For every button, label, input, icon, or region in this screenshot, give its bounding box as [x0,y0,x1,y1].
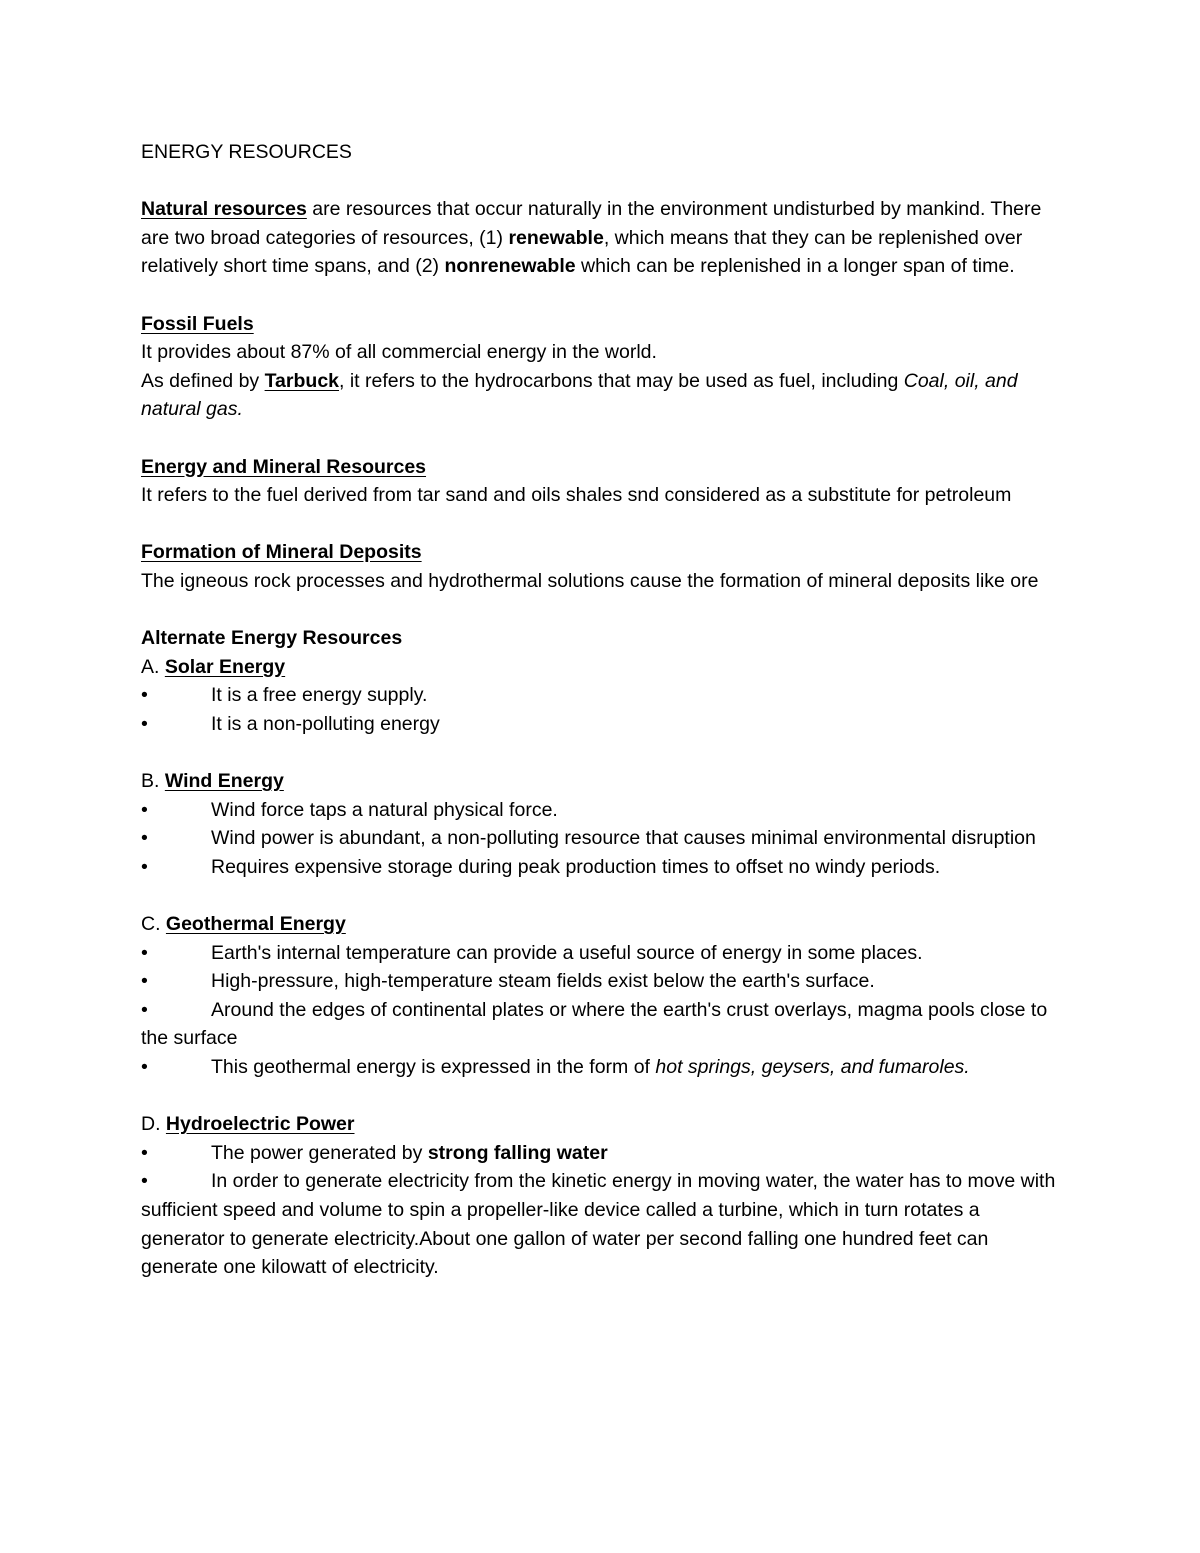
fossil-line-1: It provides about 87% of all commercial energy in the world. [141,341,657,364]
bullet: • [141,941,148,964]
geothermal-item-text: High-pressure, high-temperature steam fields exist below the earth's surface. [211,970,875,993]
bullet: • [141,1056,148,1078]
solar-heading [141,653,1066,682]
renewable-term: renewable [508,226,604,249]
bullet: • [141,855,148,878]
bullet: • [141,827,148,850]
intro-text-3: which can be replenished in a longer span of time. [575,255,1015,278]
hydro-item-bold: strong falling water [427,1141,608,1164]
geothermal-item [141,967,1066,996]
geothermal-item [141,939,1066,968]
fossil-fuels-heading: Fossil Fuels [141,312,254,335]
geothermal-item [141,1053,1066,1082]
hydro-item-text: In order to generate electricity from the kinetic energy in moving water, the water has to move with sufficient speed and volume to spin a propeller-like device called a turbine, which in turn rotates a generator to generate electricity.About one gallon of water per second falling one hundred feet can generate one kilowatt of electricity. [141,1170,1056,1279]
wind-item [141,824,1066,853]
fossil-text-2: , it refers to the hydrocarbons that may be used as fuel, including [339,369,904,392]
wind-item-text: Wind power is abundant, a non-polluting resource that causes minimal environmental disruption [211,827,1036,850]
hydro-item [141,1139,1066,1168]
geothermal-heading [141,910,1066,939]
solar-item-text: It is a non-polluting energy [211,712,440,735]
geothermal-prefix: C. [141,913,166,936]
geothermal-item [141,996,1066,1053]
bullet: • [141,998,148,1021]
solar-item [141,710,1066,739]
bullet: • [141,970,148,993]
tarbuck-term: Tarbuck [264,369,340,392]
solar-prefix: A. [141,655,165,678]
geothermal-title: Geothermal Energy [165,913,346,936]
intro-text-1: are resources that occur naturally in the environment undisturbed by mankind. There are two broad categories of resources, (1) [141,198,1042,249]
hydro-heading [141,1110,1066,1139]
formation-heading: Formation of Mineral Deposits [141,541,422,564]
bullet: • [141,1141,148,1164]
fossil-fuel-examples: Coal, oil, and natural gas. [141,369,1018,421]
geothermal-item-text: Around the edges of continental plates or where the earth's crust overlays, magma pools close to the surface [141,998,1048,1050]
formation-text: The igneous rock processes and hydrothermal solutions cause the formation of mineral deposits like ore [141,569,1039,592]
solar-title: Solar Energy [164,655,286,678]
bullet: • [141,1170,148,1193]
bullet: • [141,712,148,735]
solar-item-text: It is a free energy supply. [211,684,428,707]
wind-item [141,853,1066,882]
nonrenewable-term: nonrenewable [444,255,576,278]
document-page [141,138,1066,1282]
mineral-resources-heading: Energy and Mineral Resources [141,455,427,478]
wind-item-text: Wind force taps a natural physical force. [211,798,558,821]
hydro-item [141,1167,1066,1281]
alternate-energy-heading: Alternate Energy Resources [141,627,403,650]
document-title: ENERGY RESOURCES [141,141,352,163]
wind-title: Wind Energy [164,770,284,793]
wind-item-text: Requires expensive storage during peak production times to offset no windy periods. [211,855,941,878]
bullet: • [141,798,148,821]
hydro-item-text: The power generated by [211,1141,428,1164]
wind-prefix: B. [141,770,165,793]
wind-item [141,796,1066,825]
intro-paragraph [141,195,1066,281]
geothermal-item-text: This geothermal energy is expressed in the form of [211,1056,656,1078]
intro-text-2: , which means that they can be replenished over relatively short time spans, and (2) [141,226,1023,278]
natural-resources-term: Natural resources [141,198,307,221]
wind-heading [141,767,1066,796]
geothermal-examples: hot springs, geysers, and fumaroles. [655,1056,970,1078]
hydro-title: Hydroelectric Power [165,1113,355,1136]
bullet: • [141,684,148,707]
hydro-prefix: D. [141,1113,166,1136]
geothermal-item-text: Earth's internal temperature can provide a useful source of energy in some places. [211,941,923,964]
mineral-resources-text: It refers to the fuel derived from tar sand and oils shales snd considered as a substitute for petroleum [141,484,1012,507]
fossil-line-2 [141,367,1066,424]
solar-item [141,681,1066,710]
fossil-text-1: As defined by [141,369,265,392]
